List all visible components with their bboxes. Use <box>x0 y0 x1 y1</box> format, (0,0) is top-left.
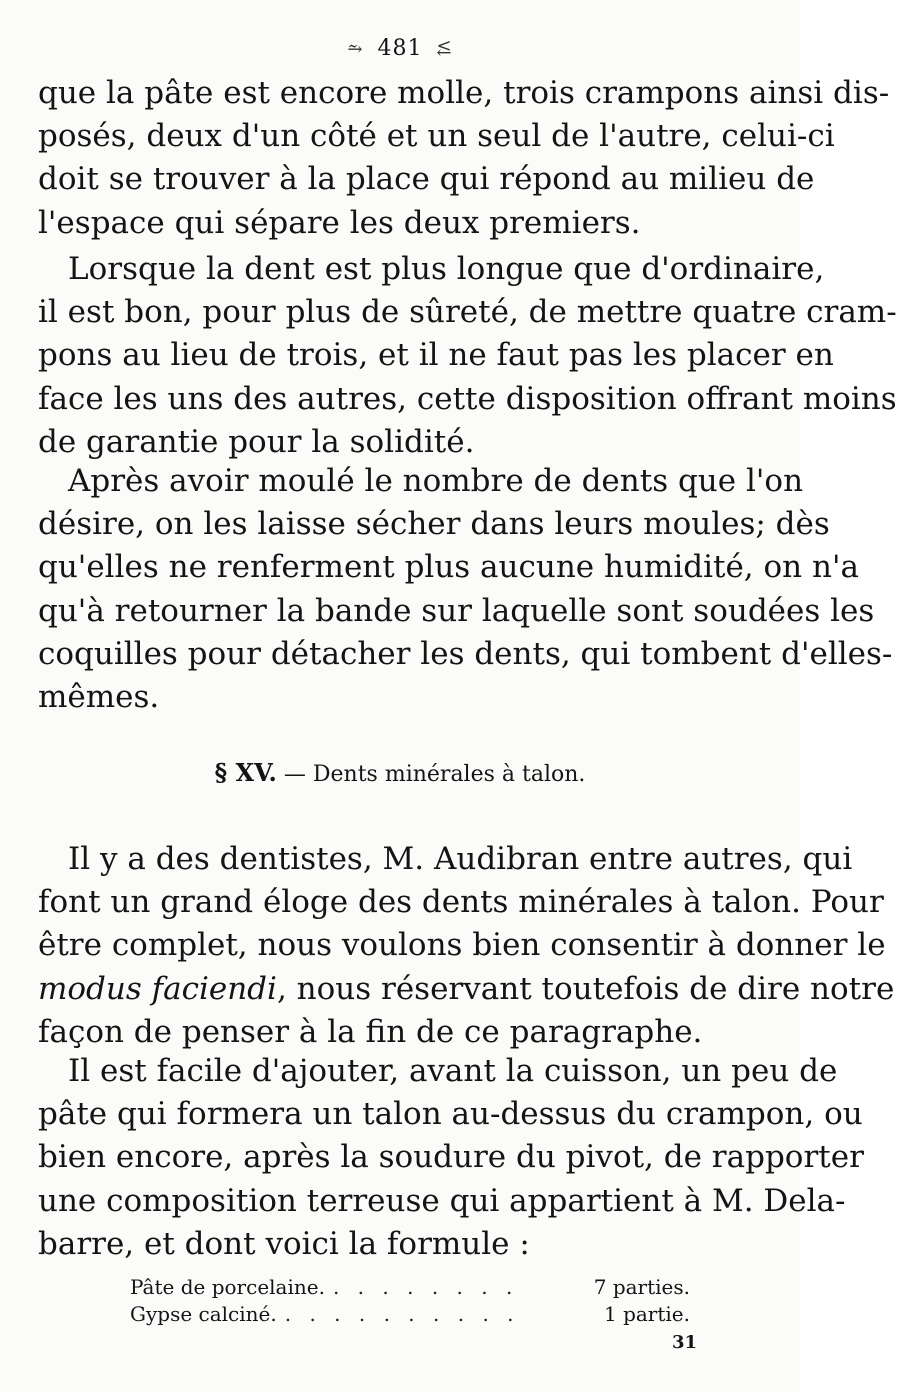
paragraph-5 <box>38 1050 864 1266</box>
text-line: Après avoir moulé le nombre de dents que l'on <box>68 463 804 499</box>
formula-row <box>130 1301 690 1328</box>
leader-dots: . . . . . . . . . . <box>284 1302 520 1326</box>
text-line: Il est facile d'ajouter, avant la cuisson, un peu de <box>68 1053 838 1089</box>
text-line: mêmes. <box>38 678 160 715</box>
section-heading <box>0 758 800 787</box>
text-line: posés, deux d'un côté et un seul de l'autre, celui-ci <box>38 118 835 155</box>
text-line: une composition terreuse qui appartient à M. Dela- <box>38 1182 846 1219</box>
formula-list <box>130 1274 690 1328</box>
text-line: font un grand éloge des dents minérales à talon. Pour <box>38 884 884 921</box>
text-line: de garantie pour la solidité. <box>38 423 475 460</box>
formula-quantity: 1 partie. <box>604 1302 690 1326</box>
text-line: doit se trouver à la place qui répond au milieu de <box>38 161 815 198</box>
ornament-left-icon: ⥲ <box>347 39 364 60</box>
text-line: pâte qui formera un talon au-dessus du crampon, ou <box>38 1096 863 1133</box>
text-line: désire, on les laisse sécher dans leurs moules; dès <box>38 506 830 543</box>
paragraph-3 <box>38 460 893 719</box>
text-line: bien encore, après la soudure du pivot, de rapporter <box>38 1139 864 1176</box>
text-line: coquilles pour détacher les dents, qui tombent d'elles- <box>38 635 893 672</box>
text-line: être complet, nous voulons bien consentir à donner le <box>38 927 886 964</box>
signature-mark: 31 <box>672 1332 698 1353</box>
section-title-text: Dents minérales à talon. <box>312 762 586 787</box>
text-line: l'espace qui sépare les deux premiers. <box>38 204 641 241</box>
page-header <box>0 36 800 61</box>
text-line: qu'à retourner la bande sur laquelle sont soudées les <box>38 592 875 629</box>
text-line: que la pâte est encore molle, trois crampons ainsi dis- <box>38 75 890 111</box>
italic-phrase: modus faciendi <box>38 970 277 1007</box>
ornament-right-icon: ⥶ <box>436 39 453 60</box>
text-line-with-italic: modus faciendi, nous réservant toutefois de dire notre <box>38 970 895 1007</box>
section-number: § XV. <box>214 758 277 787</box>
text-line: façon de penser à la fin de ce paragraphe. <box>38 1013 703 1050</box>
section-dash: — <box>283 762 306 787</box>
text-line: il est bon, pour plus de sûreté, de mettre quatre cram- <box>38 294 897 331</box>
text-line: Lorsque la dent est plus longue que d'ordinaire, <box>68 251 825 287</box>
text-line-rest: nous réservant toutefois de dire notre <box>296 970 895 1007</box>
paragraph-2 <box>38 248 897 464</box>
text-line: face les uns des autres, cette disposition offrant moins <box>38 380 897 417</box>
paragraph-4 <box>38 838 895 1054</box>
text-line: Il y a des dentistes, M. Audibran entre autres, qui <box>68 841 853 877</box>
formula-quantity: 7 parties. <box>593 1275 690 1299</box>
formula-row <box>130 1274 690 1301</box>
leader-dots: . . . . . . . . <box>332 1275 519 1299</box>
formula-item: Pâte de porcelaine. <box>130 1275 325 1299</box>
text-line: barre, et dont voici la formule : <box>38 1225 530 1262</box>
formula-item: Gypse calciné. <box>130 1302 277 1326</box>
page-number: 481 <box>377 36 423 61</box>
text-line: pons au lieu de trois, et il ne faut pas les placer en <box>38 337 834 374</box>
paragraph-1 <box>38 72 890 245</box>
text-line: qu'elles ne renferment plus aucune humidité, on n'a <box>38 549 859 586</box>
